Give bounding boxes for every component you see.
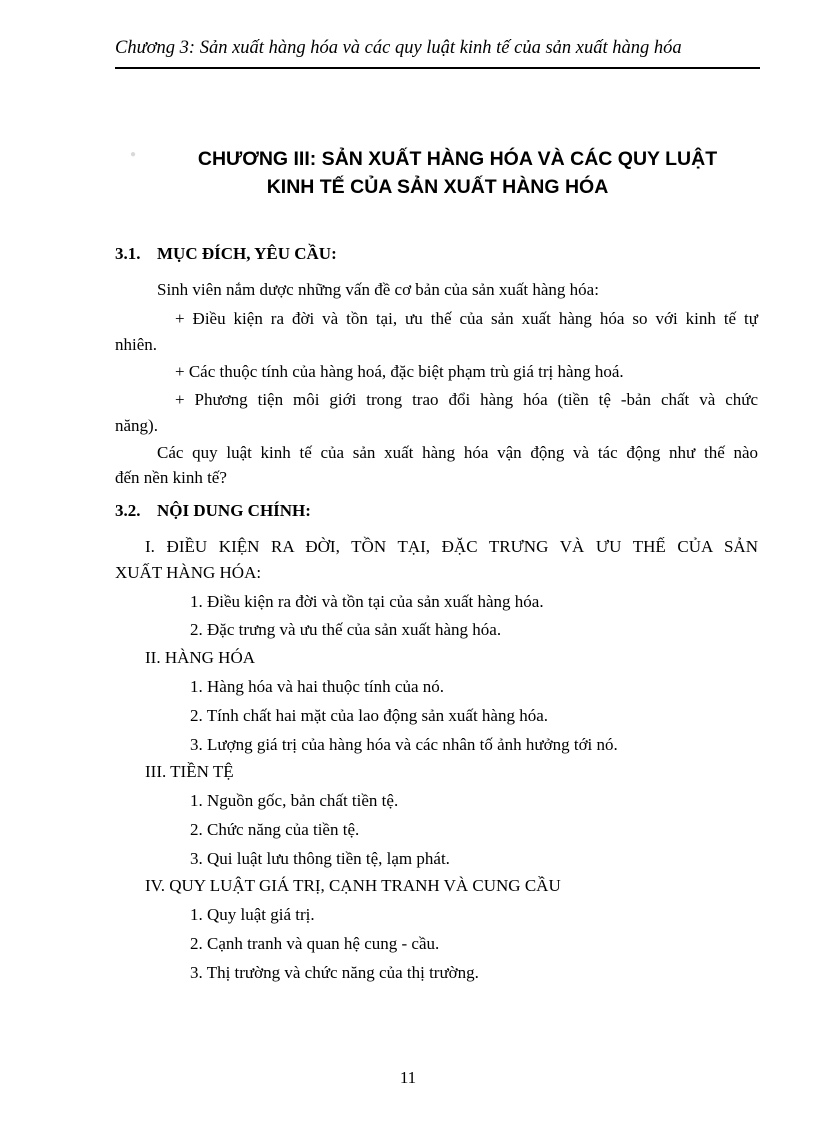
chapter-marker-icon: ●: [130, 149, 137, 160]
list-item: 1. Hàng hóa và hai thuộc tính của nó.: [190, 677, 444, 696]
objective-item-3: + Phương tiện môi giới trong trao đổi hàng hóa (tiền tệ -bản chất và chức: [175, 390, 758, 409]
list-item: 2. Đặc trưng và ưu thế của sản xuất hàng hóa.: [190, 620, 502, 639]
part-2-heading: II. HÀNG HÓA: [145, 648, 256, 667]
page-header: Chương 3: Sản xuất hàng hóa và các quy luật kinh tế của sản xuất hàng hóa: [115, 38, 682, 58]
section-heading-3-1: [115, 244, 337, 264]
section-title: NỘI DUNG CHÍNH:: [157, 501, 311, 520]
part-3-heading: III. TIỀN TỆ: [145, 762, 234, 781]
section-number: 3.2.: [115, 501, 141, 520]
list-item: 3. Qui luật lưu thông tiền tệ, lạm phát.: [190, 849, 450, 868]
header-rule: [115, 67, 760, 69]
section-heading-3-2: [115, 501, 311, 521]
list-item: 2. Tính chất hai mặt của lao động sản xuất hàng hóa.: [190, 706, 549, 725]
list-item: 1. Nguồn gốc, bản chất tiền tệ.: [190, 791, 399, 810]
list-item: 3. Lượng giá trị của hàng hóa và các nhân tố ảnh hưởng tới nó.: [190, 735, 618, 754]
objective-item-3-cont: năng).: [115, 416, 158, 435]
list-item: 1. Quy luật giá trị.: [190, 905, 315, 924]
section-number: 3.1.: [115, 244, 141, 263]
list-item: 3. Thị trường và chức năng của thị trường.: [190, 963, 479, 982]
list-item: 2. Chức năng của tiền tệ.: [190, 820, 360, 839]
part-1-heading: I. ĐIỀU KIỆN RA ĐỜI, TỒN TẠI, ĐẶC TRƯNG VÀ ƯU THẾ CỦA SẢN: [145, 537, 758, 556]
list-item: 1. Điều kiện ra đời và tồn tại của sản xuất hàng hóa.: [190, 592, 544, 611]
objective-item-1-cont: nhiên.: [115, 335, 158, 354]
chapter-title-line-1: CHƯƠNG III: SẢN XUẤT HÀNG HÓA VÀ CÁC QUY LUẬT: [197, 148, 718, 170]
question-text: Các quy luật kinh tế của sản xuất hàng hóa vận động và tác động như thế nào: [157, 443, 758, 462]
section-title: MỤC ĐÍCH, YÊU CẦU:: [157, 244, 337, 263]
objective-item-1: + Điều kiện ra đời và tồn tại, ưu thế của sản xuất hàng hóa so với kinh tế tự: [175, 309, 758, 328]
part-1-heading-cont: XUẤT HÀNG HÓA:: [115, 563, 262, 582]
intro-text: Sinh viên nắm dược những vấn đề cơ bản của sản xuất hàng hóa:: [157, 280, 599, 299]
objective-item-2: + Các thuộc tính của hàng hoá, đặc biệt phạm trù giá trị hàng hoá.: [175, 362, 624, 381]
chapter-title-line-2: KINH TẾ CỦA SẢN XUẤT HÀNG HÓA: [266, 176, 609, 198]
list-item: 2. Cạnh tranh và quan hệ cung - cầu.: [190, 934, 440, 953]
question-text-cont: đến nền kinh tế?: [115, 468, 227, 487]
part-4-heading: IV. QUY LUẬT GIÁ TRỊ, CẠNH TRANH VÀ CUNG CẦU: [145, 876, 561, 895]
page-number: 11: [399, 1068, 417, 1087]
